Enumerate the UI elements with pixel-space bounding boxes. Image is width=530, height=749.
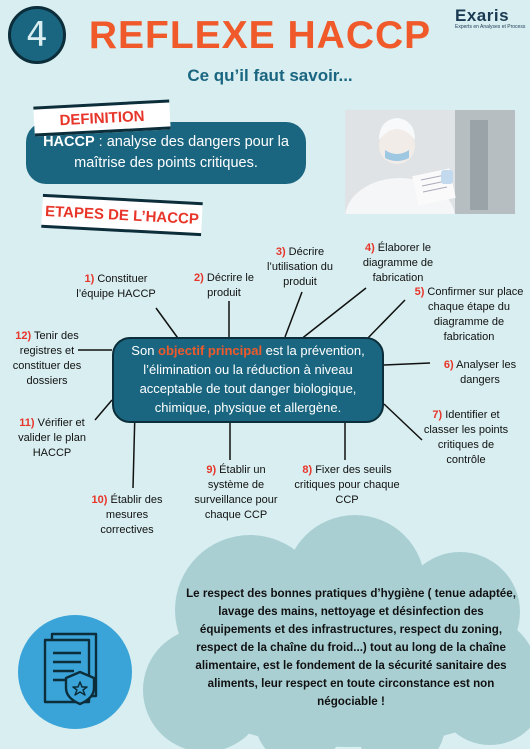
definition-term: HACCP	[43, 133, 95, 150]
step-11-text: Vérifier et valider le plan HACCP	[18, 417, 86, 459]
lab-worker-photo	[345, 110, 515, 214]
etapes-banner: ETAPES DE L’HACCP	[41, 194, 203, 236]
lab-photo-illustration	[345, 110, 515, 214]
step-11	[6, 416, 98, 461]
exaris-logo	[455, 6, 527, 30]
step-3-number: 3)	[275, 246, 286, 258]
step-8	[292, 463, 402, 508]
step-1	[66, 272, 166, 302]
definition-banner: DEFINITION	[33, 99, 170, 136]
step-11-number: 11)	[19, 417, 35, 429]
step-2	[188, 271, 260, 301]
step-1-number: 1)	[84, 273, 95, 285]
objective-prefix: Son	[131, 343, 159, 359]
step-12-number: 12)	[15, 330, 32, 342]
hygiene-statement: Le respect des bonnes pratiques d’hygiène ( tenue adaptée, lavage des mains, nettoyage et désinfection des équipements et des infrastructures, respect du zoning, respect de la chaîne du froid...) tout au long de la chaîne alimentaire, est le fondement de la sécurité sanitaire des aliments, leur respect en toute circonstance est non négociable !	[186, 587, 516, 708]
step-4-number: 4)	[364, 242, 375, 254]
objective-text: est la prévention, l’élimination ou la réduction à niveau acceptable de tout danger biologique, chimique, physique et allergène.	[139, 343, 365, 415]
step-10-number: 10)	[91, 494, 108, 506]
step-9	[192, 463, 280, 522]
step-9-text: Établir un système de surveillance pour chaque CCP	[194, 464, 278, 521]
step-12-text: Tenir des registres et constituer des dossiers	[12, 330, 82, 387]
step-8-number: 8)	[302, 464, 313, 476]
step-5-text: Confirmer sur place chaque étape du diagramme de fabrication	[424, 286, 524, 343]
step-7	[418, 408, 514, 467]
step-6	[436, 358, 524, 388]
icon-circle	[18, 615, 132, 729]
step-3-text: Décrire l’utilisation du produit	[266, 246, 334, 288]
step-6-number: 6)	[443, 359, 454, 371]
step-2-number: 2)	[194, 272, 204, 284]
step-5-number: 5)	[414, 286, 425, 298]
page-title: REFLEXE HACCP	[88, 14, 432, 57]
step-7-number: 7)	[432, 409, 443, 421]
step-12	[6, 329, 88, 388]
objective-highlight: objectif principal	[158, 343, 263, 359]
definition-text: : analyse des dangers pour la maîtrise des points critiques.	[74, 133, 289, 171]
step-2-text: Décrire le produit	[203, 272, 254, 299]
step-5	[410, 285, 528, 344]
step-6-text: Analyser les dangers	[453, 359, 517, 386]
step-7-text: Identifier et classer les points critiques de contrôle	[423, 409, 509, 466]
step-3	[258, 245, 342, 290]
step-9-number: 9)	[206, 464, 217, 476]
step-1-text: Constituer l’équipe HACCP	[76, 273, 156, 300]
step-10-text: Établir des mesures correctives	[100, 494, 163, 536]
page-subtitle: Ce qu’il faut savoir...	[187, 66, 353, 85]
logo-name: Exaris	[455, 6, 510, 25]
objective-box	[112, 337, 384, 423]
step-10	[84, 493, 170, 538]
logo-tagline: Experts en Analyses et Process	[455, 24, 526, 30]
step-number-badge	[8, 6, 66, 64]
step-number: 4	[26, 15, 48, 55]
step-4-text: Élaborer le diagramme de fabrication	[362, 242, 434, 284]
step-8-text: Fixer des seuils critiques pour chaque CCP	[294, 464, 400, 506]
step-4	[355, 241, 441, 286]
